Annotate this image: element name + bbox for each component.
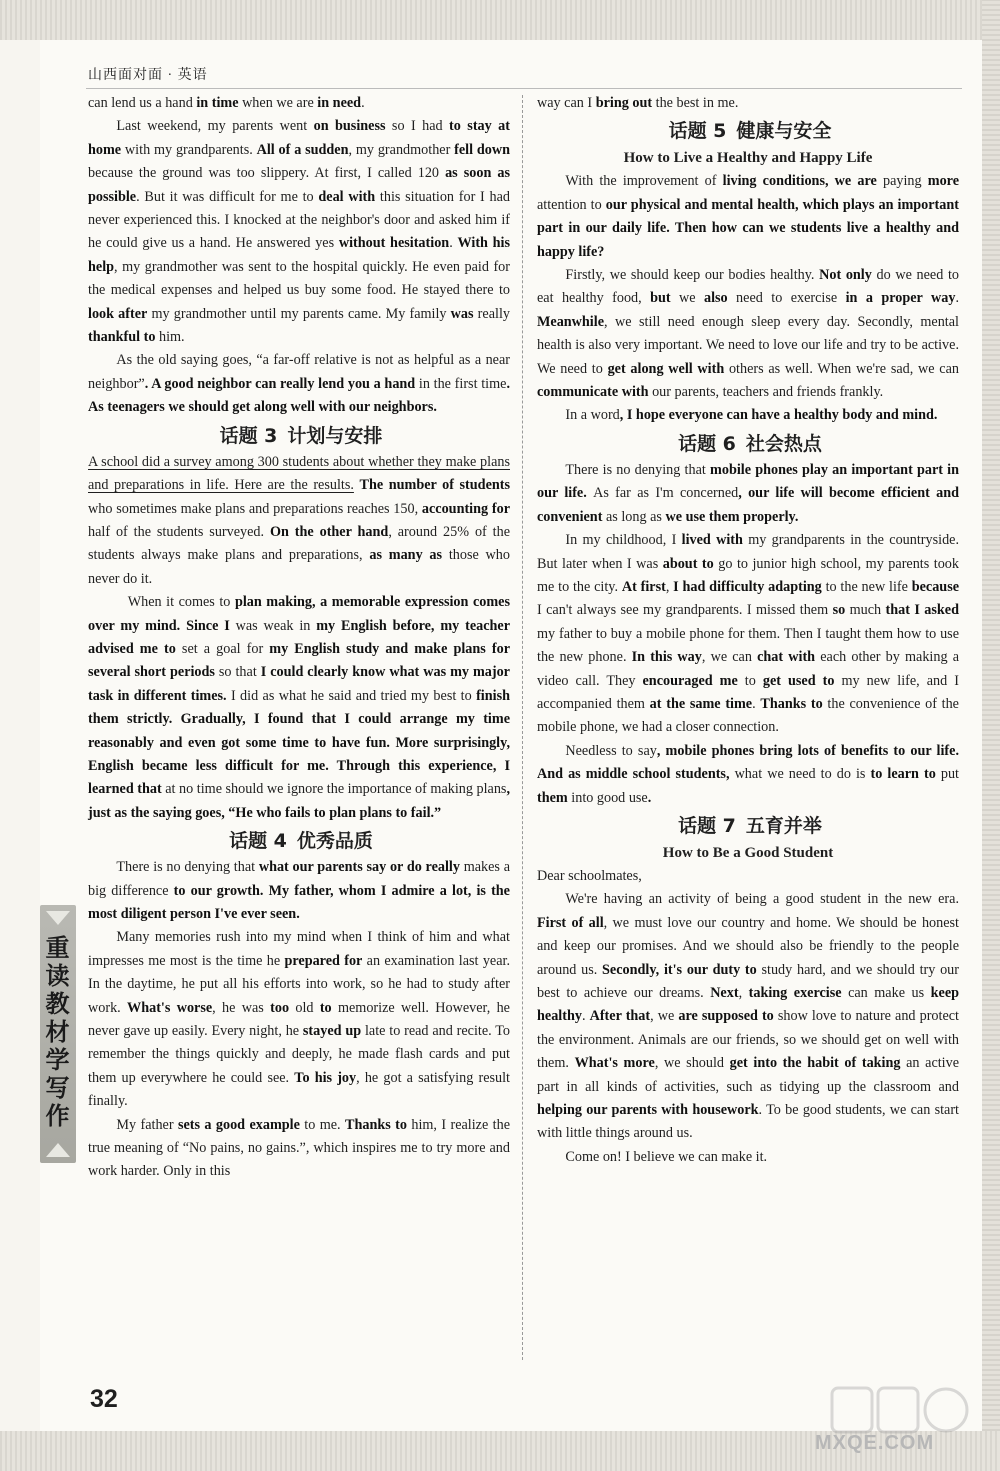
bold-phrase: bring out [595,95,653,111]
bold-phrase: communicate with [537,384,649,401]
topic-title: 健康与安全 [736,120,832,143]
bold-phrase: encouraged me [642,672,738,689]
bold-phrase: With his help [88,235,511,275]
bold-phrase: look after [88,305,148,322]
bold-phrase: get into the habit of taking [729,1055,901,1072]
text-run: so I had [385,118,450,135]
bold-phrase: so [832,602,846,619]
text-run: . To be good students, we can start with little things around us. [537,1102,959,1142]
topic-number: 话题 4 [229,830,287,853]
scan-border-top [0,0,1000,40]
underlined-sentence: A school did a survey among 300 students about whether they make plans and preparations in life. Here are the results. [88,453,510,494]
text-run: attention to [537,196,602,213]
bold-phrase: but [650,290,671,307]
bold-phrase: , I hope everyone can have a healthy body and mind. [619,407,938,424]
bold-phrase: helping our parents with housework [537,1102,759,1119]
text-run: was weak in [235,617,311,634]
bold-phrase: my English before, my teacher advised me to [88,617,510,657]
bold-phrase: in need [317,95,362,111]
bold-phrase: without hesitation [338,235,450,252]
topic-heading-3 [88,421,510,451]
text-run: each other by making a video call. They [537,649,959,689]
text-run: when we are [238,95,318,111]
bold-phrase: we use them properly. [661,508,799,525]
topic-number: 话题 6 [678,432,736,455]
text-run: him, I realize the true meaning of “No pains, no gains.”, which inspires me to try more and work harder. Only in this [88,1116,510,1180]
bold-phrase: get along well with [607,360,725,377]
text-run: , my grandmother was sent to the hospital quickly. He even paid for the medical expenses and helped us buy some food. He stayed there to [88,258,510,299]
text-run: , we still need enough sleep every day. Secondly, mental health is also very important. We need to love our life and try to be active. We need to [537,313,959,377]
bold-phrase: because [911,578,960,595]
text-run: my new life, and I accompanied them [537,672,959,712]
text-run: into good use [571,789,648,806]
bold-phrase: what our parents say or do really [255,859,464,876]
paragraph [88,115,510,349]
text-run: memorize well. However, he never gave up easily. Every night, he [88,999,510,1040]
bold-phrase: First of all [537,914,604,931]
text-run: an examination last year. In the daytime, he put all his efforts into work, so he had to study after work. [88,952,510,1016]
topic-title: 计划与安排 [287,424,383,447]
text-run: . But it was difficult for me to [136,188,319,205]
paragraph: Come on! I believe we can make it. [565,1148,768,1165]
text-run: in the first time [418,375,507,392]
paragraph [537,459,959,529]
text-run: an active part in all kinds of activities, such as tidying up the classroom and [537,1055,960,1095]
text-run: we [670,290,704,307]
text-run: . [361,95,365,111]
bold-phrase: Thanks to [345,1116,407,1133]
paragraph [88,856,510,926]
paragraph [537,529,959,740]
text-run: When it comes to [127,594,231,611]
text-run: makes a big difference [88,859,510,899]
text-run: put [940,766,959,783]
text-run: In my childhood, I [565,532,682,549]
text-run: the convenience of the mobile phone, we had a closer connection. [537,695,959,736]
bold-phrase: my English study and make plans for several short periods [88,640,510,681]
text-run: study hard, and we should try our best to achieve our dreams. [537,961,959,1001]
bold-phrase: Next [710,985,739,1001]
text-run: Many memories rush into my mind when I think of him and what impresses me most is the time he [88,929,510,969]
text-run: can make us [841,985,931,1001]
paragraph-rest [88,477,510,587]
text-run: , [738,985,749,1001]
bold-phrase: in time [196,95,239,111]
page-number: 32 [90,1385,118,1413]
text-run: much [845,602,886,619]
text-run: I did as what he said and tried my best to [230,687,472,704]
bold-phrase: prepared for [284,952,363,969]
bold-phrase: taking exercise [748,985,842,1001]
text-run: My father [116,1116,178,1133]
paragraph [88,349,510,419]
text-run: , we must love our country and home. We should be honest and keep our promises. And we should also be friendly to the people around us. [537,914,959,978]
bold-phrase: Meanwhile [537,313,604,330]
greeting: Dear schoolmates, [537,867,642,884]
topic-number: 话题 7 [678,814,736,837]
bold-phrase: Not only [819,267,872,284]
topic-number: 话题 3 [219,424,278,447]
text-run: , around 25% of the students always make plans and preparations, [88,523,510,564]
bold-phrase: What's worse [127,999,213,1016]
bold-phrase: keep healthy [537,985,960,1025]
text-run: because the ground was too slippery. At first, I called 120 [88,165,446,182]
text-run: . [752,695,761,712]
bold-phrase: to stay at home [88,118,510,158]
text-run: , we can [701,649,758,666]
paragraph [537,264,959,404]
text-run: my grandparents in the countryside. But later when I was [537,532,960,572]
text-run: need to exercise [727,290,846,307]
text-run: . [581,1008,590,1025]
paragraph [537,170,959,264]
text-run: show love to nature and protect the environment. Animals are our friends, so we should get on well with them. [537,1008,959,1072]
topic-heading-4 [88,826,510,856]
paragraph [537,740,959,810]
bold-phrase: accounting for [421,500,510,517]
text-run: what we need to do is [734,766,866,783]
bold-phrase: sets a good example [177,1116,300,1133]
text-run: this situation for I had never experienced this. I knocked at the neighbor's door and asked him if he could give us a hand. He answered yes [88,188,510,252]
bold-phrase: , our life will become efficient and convenient [537,485,959,525]
text-run: way can I [537,95,596,111]
paragraph [537,888,959,1145]
bold-phrase: After that [589,1008,651,1025]
bold-phrase: also [703,290,728,307]
text-run: , we should [654,1055,730,1072]
bold-phrase: , just as the saying goes, “He who fails to plan plans to fail.” [88,781,511,821]
essay-title: How to Live a Healthy and Happy Life [623,150,873,167]
bold-phrase: on business [313,118,386,135]
text-run: half of the students surveyed. [88,523,270,540]
bold-phrase: as many as [369,547,443,564]
paragraph [88,451,510,591]
topic-heading-7 [537,811,959,841]
topic-title: 社会热点 [745,432,822,455]
bold-phrase: thankful to [88,329,156,346]
text-run: , my grandmother [348,141,455,158]
text-run: to [737,672,763,689]
bold-phrase: chat with [757,649,816,666]
text-run: . [955,290,959,307]
text-run: our parents, teachers and friends frankly. [648,384,884,401]
text-run: As far as I'm concerned [593,485,739,502]
bold-phrase: get used to [762,672,835,689]
paragraph [537,92,959,115]
running-head: 山西面对面 · 英语 [88,68,208,83]
bold-phrase: about to [662,555,714,572]
bold-phrase: mobile phones play an important part in our life. [537,461,959,502]
text-run: go to junior high school, my parents took me to the city. [537,555,959,595]
arrow-up-icon [46,1143,70,1157]
text-run: , he was [212,999,271,1016]
text-run: as long as [605,508,662,525]
text-run: . [449,235,458,252]
bold-phrase: , mobile phones bring lots of benefits to our life. And as middle school students, [537,742,959,783]
bold-phrase: . As teenagers we should get along well with our neighbors. [88,375,510,416]
bold-phrase: that I asked [885,602,959,619]
text-run: In a word [565,407,620,424]
text-run: We're having an activity of being a good student in the new era. [565,891,959,908]
bold-phrase: stayed up [302,1023,362,1040]
text-run: Needless to say [565,742,657,759]
bold-phrase: deal with [318,188,376,205]
bold-phrase: living conditions, we are [716,173,883,190]
right-column [537,92,959,1169]
bold-phrase: fell down [454,141,511,158]
text-run: Firstly, we should keep our bodies healthy. [565,267,820,284]
bold-phrase: finish them strictly. Gradually, I found that I could arrange my time reasonably and even got some time to have fun. More surprisingly, English became less difficult for me. Through this experience, I learned that [88,687,510,798]
text-run: , he got a satisfying result finally. [88,1069,510,1110]
bold-phrase: to learn to [865,766,941,783]
bold-phrase: Secondly, it's our duty to [602,961,757,978]
paragraph [88,591,510,825]
text-run: my grandmother until my parents came. My family [147,305,451,322]
paragraph [537,404,959,427]
topic-title: 优秀品质 [296,830,373,853]
bold-phrase: our physical and mental health, which plays an important part in our daily life. Then how can we students live a healthy and happy life? [537,196,959,260]
bold-phrase: at the same time [649,695,753,712]
bold-phrase: plan making, a memorable expression comes over my mind. Since I [88,594,510,634]
bold-phrase: . [647,789,652,806]
side-tab-label: 重读教材学写作 [41,935,69,1131]
text-run: , [665,578,674,595]
text-run: , we [650,1008,679,1025]
text-run: set a goal for [181,640,264,657]
text-run: others as well. When we're sad, we can [724,360,959,377]
bold-phrase: . A good neighbor can really lend you a hand [144,375,419,392]
left-column [88,92,510,1184]
side-tab [40,905,76,1163]
paragraph [88,1114,510,1184]
text-run: late to read and recite. To remember the things quickly and deeply, he made flash cards and put them up everywhere he could see. [88,1023,511,1086]
text-run: Last weekend, my parents went [116,118,314,135]
text-run: so that [218,664,257,681]
text-run: paying [882,173,922,190]
text-run: who sometimes make plans and preparations reaches 150, [88,500,422,517]
text-run: at no time should we ignore the importance of making plans [165,781,507,798]
bold-phrase: On the other hand [269,523,389,540]
bold-phrase: them [537,789,572,806]
bold-phrase: In this way [631,649,702,666]
essay-title: How to Be a Good Student [662,844,834,861]
topic-title: 五育并举 [745,814,822,837]
topic-number: 话题 5 [668,120,727,143]
text-run: to me. [299,1116,345,1133]
text-run: with my grandparents. [121,141,257,158]
text-run: the best in me. [652,95,739,111]
text-run: old [289,999,320,1016]
watermark-logo-icon [830,1380,970,1440]
bold-phrase: All of a sudden [256,141,349,158]
bold-phrase: I could clearly know what was my major task in different times. [88,664,510,704]
bold-phrase: to our growth. My father, whom I admire a lot, is the most diligent person I've ever seen. [88,882,510,922]
column-divider [522,95,523,1360]
bold-phrase: too [270,999,290,1016]
text-run: As the old saying goes, “a far-off relative is not as helpful as a near neighbor” [88,352,510,392]
bold-phrase: to [319,999,332,1016]
text-run: those who never do it. [88,547,510,587]
bold-phrase: The number of students [359,477,510,494]
text-run: can lend us a hand [88,95,197,111]
text-run: my father to buy a mobile phone for them. Then I taught them how to use the new phone. [537,625,959,666]
paragraph [88,92,510,115]
bold-phrase: Thanks to [760,695,823,712]
bold-phrase: are supposed to [678,1008,774,1025]
bold-phrase: lived with [681,532,743,549]
topic-heading-5 [537,116,959,146]
bold-phrase: At first [621,578,666,595]
bold-phrase: was [450,305,474,322]
text-run: I can't always see my grandparents. I missed them [537,602,833,619]
bold-phrase: What's more [574,1055,655,1072]
text-run: to the new life [821,578,912,595]
text-run: With the improvement of [565,173,717,190]
text-run: do we need to eat healthy food, [537,267,959,307]
bold-phrase: as soon as possible [88,165,510,205]
text-run: him. [155,329,185,346]
watermark-text: MXQE.COM [815,1432,935,1454]
bold-phrase: more [921,173,959,190]
paragraph [88,926,510,1113]
bold-phrase: To his joy [294,1069,357,1086]
text-run: There is no denying that [116,859,256,876]
topic-heading-6 [537,429,959,459]
text-run: There is no denying that [565,461,706,478]
scan-border-right [982,0,1000,1471]
bold-phrase: in a proper way [845,290,956,307]
header-rule [86,88,962,89]
text-run: really [473,305,510,322]
arrow-down-icon [46,911,70,925]
bold-phrase: I had difficulty adapting [673,578,822,595]
